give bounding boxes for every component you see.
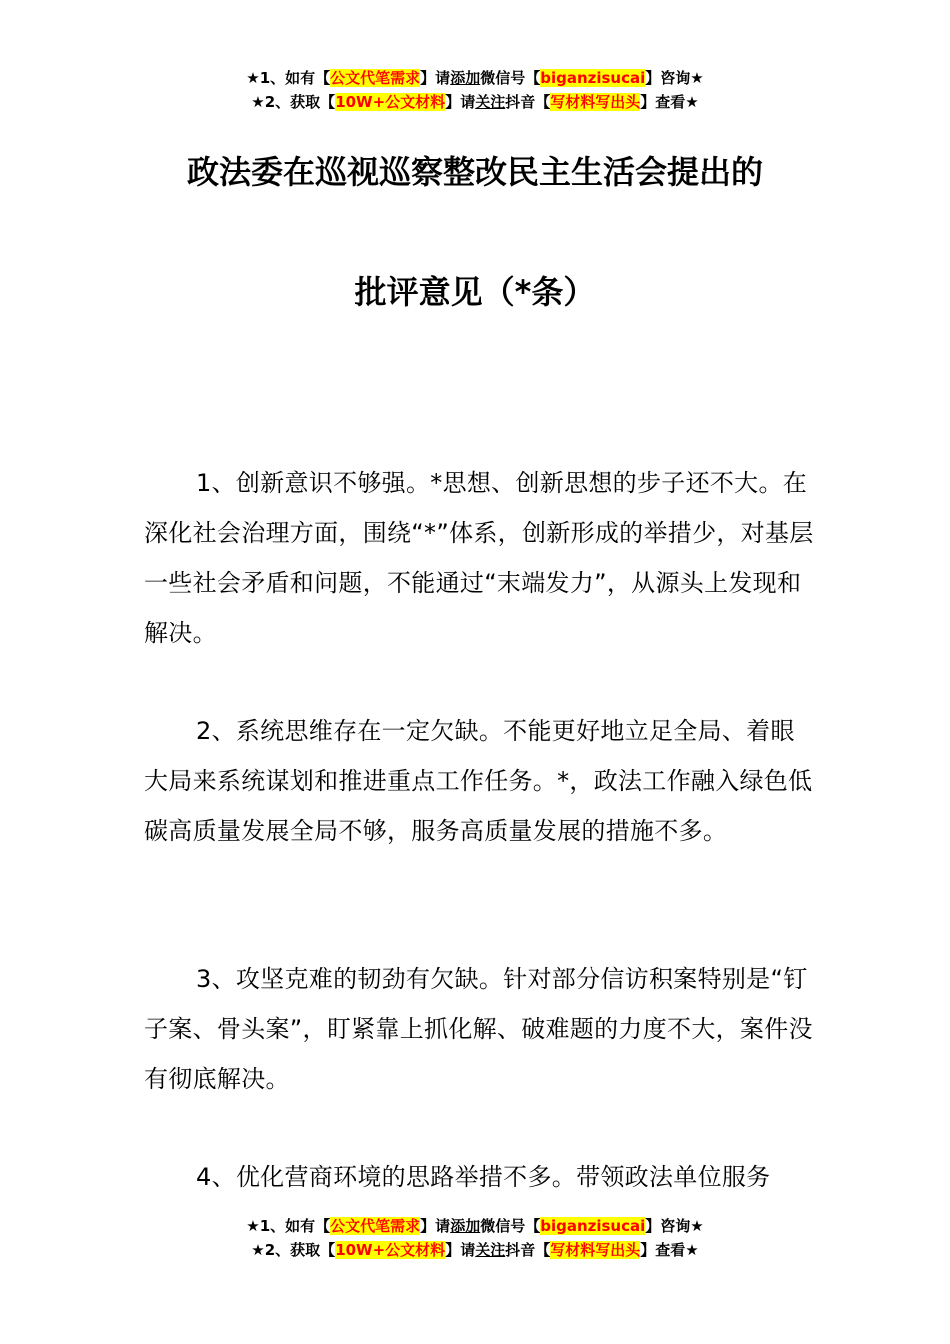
- banner-text: 】咨询★: [645, 69, 704, 87]
- banner-highlight: 写材料写出头: [550, 1241, 641, 1259]
- banner-text: ★1、如有【: [246, 69, 331, 87]
- banner-text: 】咨询★: [645, 1217, 704, 1235]
- paragraph-3: 3、攻坚克难的韧劲有欠缺。针对部分信访积案特别是“钉子案、骨头案”，盯紧靠上抓化解、破难题的力度不大，案件没有彻底解决。: [144, 965, 813, 1093]
- banner-text: 】查看★: [640, 1241, 699, 1259]
- banner-highlight: biganzisucai: [540, 69, 646, 87]
- banner-line-1: [0, 66, 950, 90]
- banner-highlight: 写材料写出头: [550, 93, 641, 111]
- footer-banner: [0, 1214, 950, 1262]
- banner-highlight: 10W+公文材料: [335, 93, 446, 111]
- header-banner: [0, 66, 950, 114]
- banner-text: 抖音【: [505, 1241, 551, 1259]
- banner-text: 微信号【: [480, 1217, 541, 1235]
- banner-text: 】请: [420, 69, 451, 87]
- banner-text: 】请: [420, 1217, 451, 1235]
- banner-text: 抖音【: [505, 93, 551, 111]
- banner-text: 微信号【: [480, 69, 541, 87]
- banner-line-1: [0, 1214, 950, 1238]
- banner-text: 】请: [445, 1241, 476, 1259]
- banner-text: ★2、获取【: [251, 1241, 336, 1259]
- banner-highlight: 公文代笔需求: [330, 69, 421, 87]
- banner-underline: 添加: [450, 69, 481, 87]
- paragraph-1: 1、创新意识不够强。*思想、创新思想的步子还不大。在深化社会治理方面，围绕“*”体系，创新形成的举措少，对基层一些社会矛盾和问题，不能通过“末端发力”，从源头上发现和解决。: [144, 469, 814, 647]
- banner-underline: 关注: [475, 93, 506, 111]
- paragraph-2: 2、系统思维存在一定欠缺。不能更好地立足全局、着眼大局来系统谋划和推进重点工作任务。*，政法工作融入绿色低碳高质量发展全局不够，服务高质量发展的措施不多。: [144, 717, 813, 845]
- document-title-line-2: 批评意见（*条）: [354, 273, 596, 311]
- banner-text: 】请: [445, 93, 476, 111]
- banner-text: ★2、获取【: [251, 93, 336, 111]
- document-title-line-1: 政法委在巡视巡察整改民主生活会提出的: [186, 153, 763, 191]
- banner-line-2: [0, 1238, 950, 1262]
- paragraph-4: 4、优化营商环境的思路举措不多。带领政法单位服务: [196, 1163, 771, 1191]
- banner-highlight: 公文代笔需求: [330, 1217, 421, 1235]
- banner-text: 】查看★: [640, 93, 699, 111]
- banner-highlight: biganzisucai: [540, 1217, 646, 1235]
- banner-line-2: [0, 90, 950, 114]
- banner-underline: 添加: [450, 1217, 481, 1235]
- banner-highlight: 10W+公文材料: [335, 1241, 446, 1259]
- banner-text: ★1、如有【: [246, 1217, 331, 1235]
- banner-underline: 关注: [475, 1241, 506, 1259]
